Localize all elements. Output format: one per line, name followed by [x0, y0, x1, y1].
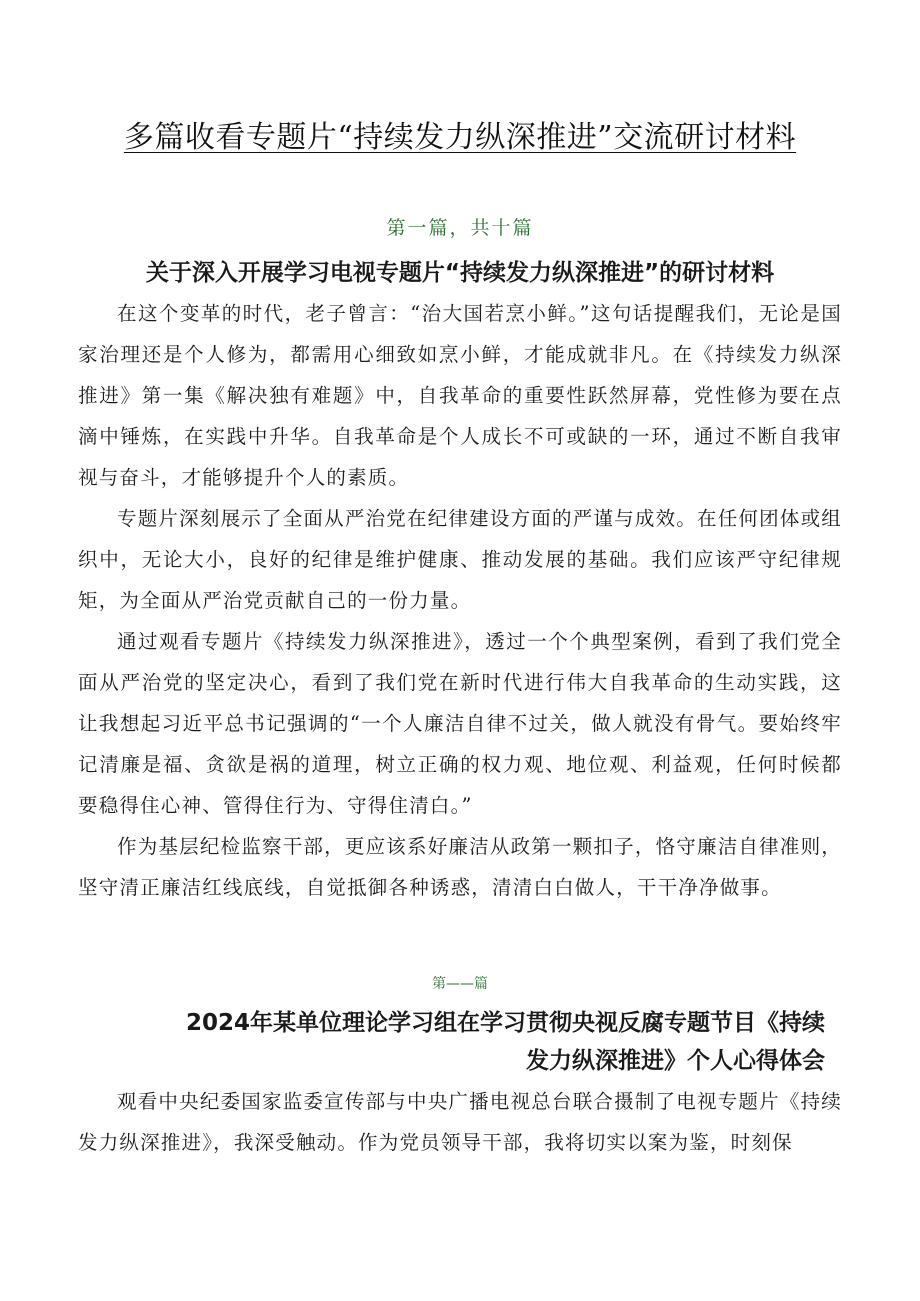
document-title: 多篇收看专题片“持续发力纵深推进”交流研讨材料	[123, 120, 797, 155]
article-2-body	[78, 1081, 842, 1163]
article-1-paragraph: 通过观看专题片《持续发力纵深推进》，透过一个个典型案例，看到了我们党全面从严治党的坚定决心，看到了我们党在新时代进行伟大自我革命的生动实践，这让我想起习近平总书记强调的“一个人廉洁自律不过关，做人就没有骨气。要始终牢记清廉是福、贪欲是祸的道理，树立正确的权力观、地位观、利益观，任何时候都要稳得住心神、管得住行为、守得住清白。”	[78, 630, 842, 817]
article-1-paragraph: 作为基层纪检监察干部，更应该系好廉洁从政第一颗扣子，恪守廉洁自律准则，坚守清正廉洁红线底线，自觉抵御各种诱惑，清清白白做人，干干净净做事。	[78, 835, 842, 899]
article-1-title: 关于深入开展学习电视专题片“持续发力纵深推进”的研讨材料	[145, 260, 775, 286]
article-1-paragraph: 在这个变革的时代，老子曾言：“治大国若烹小鲜。”这句话提醒我们，无论是国家治理还是个人修为，都需用心细致如烹小鲜，才能成就非凡。在《持续发力纵深推进》第一集《解决独有难题》中，自我革命的重要性跃然屏幕，党性修为要在点滴中锤炼，在实践中升华。自我革命是个人成长不可或缺的一环，通过不断自我审视与奋斗，才能够提升个人的素质。	[78, 302, 842, 489]
article-1-paragraph: 专题片深刻展示了全面从严治党在纪律建设方面的严谨与成效。在任何团体或组织中，无论大小，良好的纪律是维护健康、推动发展的基础。我们应该严守纪律规矩，为全面从严治党贡献自己的一份力量。	[78, 507, 842, 612]
article-1-body	[78, 293, 842, 908]
article-2-title-line-1: 2024年某单位理论学习组在学习贯彻央视反腐专题节目《持续	[185, 1010, 825, 1036]
article-2-title-line-2: 发力纵深推进》个人心得体会	[526, 1048, 825, 1074]
article-2-paragraph: 观看中央纪委国家监委宣传部与中央广播电视总台联合摄制了电视专题片《持续发力纵深推进》，我深受触动。作为党员领导干部，我将切实以案为鉴，时刻保	[78, 1090, 842, 1154]
article-2-label: 第——篇	[432, 976, 488, 992]
article-2-title	[186, 1004, 825, 1080]
article-1-label: 第一篇，共十篇	[386, 217, 534, 239]
